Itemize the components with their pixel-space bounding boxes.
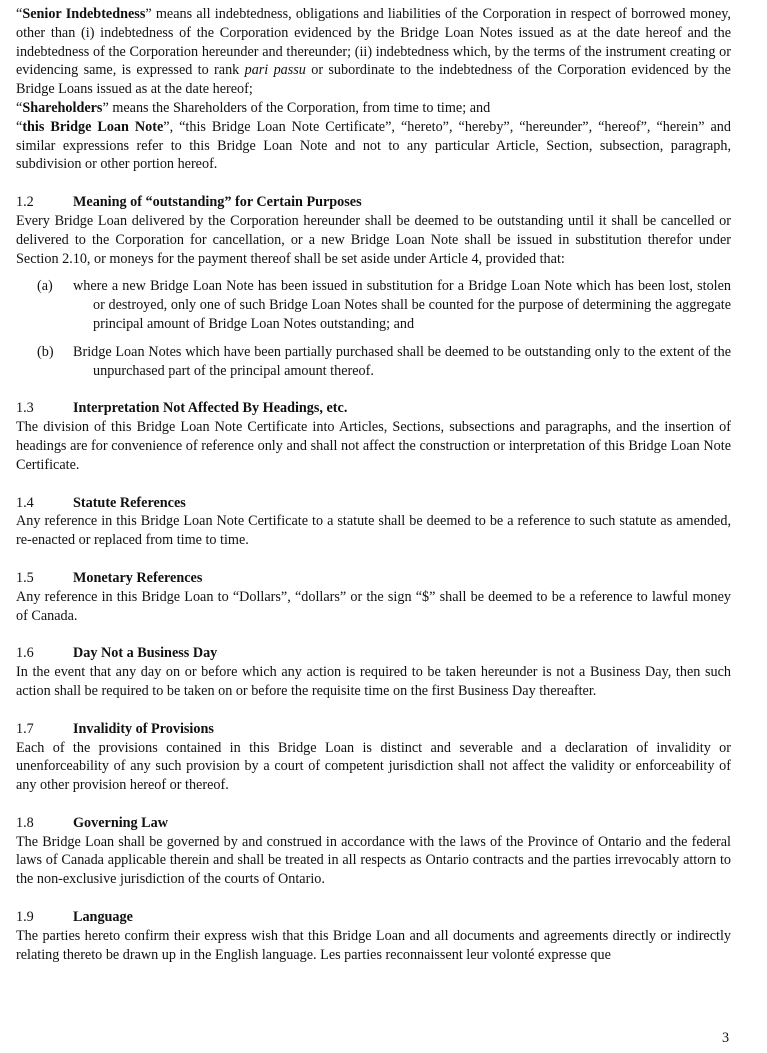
section-title: Governing Law <box>73 814 168 831</box>
section-1-3 <box>16 399 731 474</box>
section-number: 1.2 <box>16 194 34 211</box>
section-number: 1.5 <box>16 569 34 586</box>
defined-term: this Bridge Loan Note <box>22 118 164 135</box>
list-item-label: (a) <box>37 278 53 295</box>
list-item-b <box>16 343 731 381</box>
section-number: 1.8 <box>16 814 34 831</box>
list-item-text: where a new Bridge Loan Note has been issued in substitution for a Bridge Loan Note which has been lost, stolen or destroyed, only one of such Bridge Loan Notes shall be counted for the purpose of determining the aggregate principal amount of Bridge Loan Notes outstanding; and <box>73 278 731 332</box>
defined-term: Shareholders <box>22 99 103 116</box>
section-1-8 <box>16 814 731 889</box>
list-item-a <box>16 277 731 333</box>
section-heading <box>16 399 731 418</box>
document-page <box>16 5 731 964</box>
section-heading <box>16 908 731 927</box>
section-heading <box>16 720 731 739</box>
section-title: Interpretation Not Affected By Headings, etc. <box>73 400 348 417</box>
section-body: The division of this Bridge Loan Note Certificate into Articles, Sections, subsections and paragraphs, and the insertion of headings are for convenience of reference only and shall not affect the construction or interpretation of this Bridge Loan Note Certificate. <box>16 419 731 473</box>
section-body: Each of the provisions contained in this Bridge Loan is distinct and severable and a declaration of invalidity or unenforceability of any such provision by a court of competent jurisdiction shall not affect the validity or enforceability of any other provision hereof or thereof. <box>16 739 731 794</box>
section-heading <box>16 494 731 513</box>
section-title: Statute References <box>73 494 186 511</box>
section-title: Language <box>73 909 133 926</box>
section-body: Any reference in this Bridge Loan to “Dollars”, “dollars” or the sign “$” shall be deemed to be a reference to lawful money of Canada. <box>16 588 731 624</box>
section-body: The Bridge Loan shall be governed by and construed in accordance with the laws of the Province of Ontario and the federal laws of Canada applicable therein and shall be treated in all respects as Ontario contracts and the parties irrevocably attorn to the non-exclusive jurisdiction of the courts of Ontario. <box>16 833 731 888</box>
section-number: 1.6 <box>16 645 34 662</box>
page-number: 3 <box>722 1030 730 1046</box>
section-title: Monetary References <box>73 569 203 586</box>
section-number: 1.9 <box>16 909 34 926</box>
section-1-7 <box>16 720 731 795</box>
section-heading <box>16 193 731 212</box>
section-body: Any reference in this Bridge Loan Note Certificate to a statute shall be deemed to be a reference to such statute as amended, re-enacted or replaced from time to time. <box>16 513 731 549</box>
definition-senior-indebtedness: “Senior Indebtedness” means all indebtedness, obligations and liabilities of the Corporation in respect of borrowed money, other than (i) indebtedness of the Corporation evidenced by the Bridge Loan Notes issued as at the date hereof and the indebtedness of the Corporation hereunder and thereunder; (ii) indebtedness which, by the terms of the instrument creating or evidencing same, is expressed to rank pari passu or subordinate to the indebtedness of the Corporation evidenced by the Bridge Loans issued as at the date hereof; <box>16 6 731 98</box>
section-title: Meaning of “outstanding” for Certain Purposes <box>73 194 362 211</box>
section-body: The parties hereto confirm their express wish that this Bridge Loan and all documents and agreements directly or indirectly relating thereto be drawn up in the English language. Les parties reconnaissent leur volonté expresse que <box>16 927 731 963</box>
section-body: In the event that any day on or before which any action is required to be taken hereunder is not a Business Day, then such action shall be required to be taken on or before the requisite time on the first Business Day thereafter. <box>16 664 731 699</box>
defined-term: Senior Indebtedness <box>22 6 146 22</box>
section-1-4 <box>16 494 731 550</box>
section-number: 1.4 <box>16 494 34 511</box>
list-item-label: (b) <box>37 343 54 360</box>
section-body: Every Bridge Loan delivered by the Corporation hereunder shall be deemed to be outstanding until it shall be cancelled or delivered to the Corporation for cancellation, or a new Bridge Loan Note shall be issued in substitution therefor under Section 2.10, or moneys for the payment thereof shall be set aside under Article 4, provided that: <box>16 212 731 267</box>
section-1-9 <box>16 908 731 964</box>
section-1-5 <box>16 569 731 625</box>
section-number: 1.7 <box>16 720 34 737</box>
definition-this-bridge-loan-note: “this Bridge Loan Note”, “this Bridge Loan Note Certificate”, “hereto”, “hereby”, “hereunder”, “hereof”, “herein” and similar expressions refer to this Bridge Loan Note and not to any particular Article, Section, subsection, paragraph, subdivision or other portion hereof. <box>16 118 731 173</box>
section-heading <box>16 644 731 663</box>
section-1-2 <box>16 193 731 380</box>
section-title: Invalidity of Provisions <box>73 720 214 737</box>
definition-shareholders: “Shareholders” means the Shareholders of the Corporation, from time to time; and <box>16 99 491 116</box>
section-number: 1.3 <box>16 400 34 417</box>
list-item-text: Bridge Loan Notes which have been partially purchased shall be deemed to be outstanding only to the extent of the unpurchased part of the principal amount thereof. <box>73 343 731 379</box>
section-1-6 <box>16 644 731 700</box>
section-heading <box>16 814 731 833</box>
section-title: Day Not a Business Day <box>73 645 218 662</box>
section-heading <box>16 569 731 588</box>
